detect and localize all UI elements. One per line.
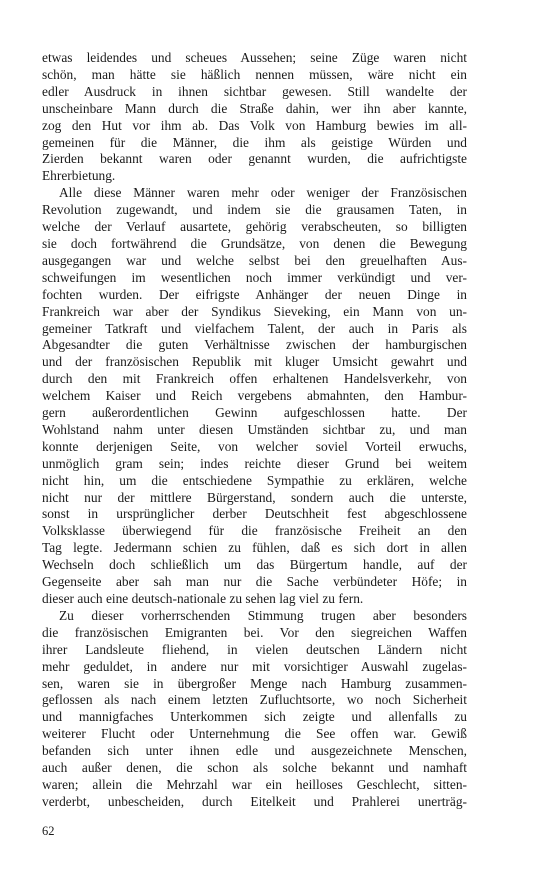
text-line: Alle diese Männer waren mehr oder weniger der Französischen <box>59 185 467 201</box>
text-line: sonst in ursprünglicher derber Deutschheit fest abgeschlossene <box>42 506 467 522</box>
text-line: edler Ausdruck in ihnen sichtbar gewesen. Still wandelte der <box>42 83 467 99</box>
text-line: Gegenseite aber sah man nur die Sache verbündeter Höfe; in <box>42 574 467 590</box>
text-line: nicht hin, um die entschiedene Sympathie zu erklären, welche <box>42 472 467 488</box>
text-line: schön, man hätte sie häßlich nennen müssen, wäre nicht ein <box>42 66 467 82</box>
text-line: Revolution zugewandt, und indem sie die grausamen Taten, in <box>42 202 467 218</box>
text-line: Abgesandter die guten Verhältnisse zwischen der hamburgischen <box>42 337 467 353</box>
paragraph <box>42 50 467 185</box>
text-line: Wechseln doch schließlich um das Bürgertum handle, auf der <box>42 557 467 573</box>
text-line: welche der Verlauf ausartete, gehörig verabscheuten, so billigten <box>42 219 467 235</box>
text-line: waren; allein die Mehrzahl war ein heilloses Geschlecht, sitten- <box>42 776 467 792</box>
text-line: unmöglich gram sein; indes reichte dieser Grund bei weitem <box>42 455 467 471</box>
text-line: welchem Kaiser und Reich vergebens abmahnten, den Hambur- <box>42 388 467 404</box>
text-line: gemeiner Tatkraft und vielfachem Talent, der auch in Paris als <box>42 320 467 336</box>
paragraph <box>42 185 467 608</box>
text-line: unscheinbare Mann durch die Straße dahin, wer ihn aber kannte, <box>42 100 467 116</box>
text-line: geflossen als nach einem letzten Zufluchtsorte, wo noch Sicherheit <box>42 692 467 708</box>
text-line: nicht nur der mittlere Bürgerstand, sondern auch die unterste, <box>42 489 467 505</box>
text-line: durch den mit Frankreich offen erhaltenen Handelsverkehr, von <box>42 371 467 387</box>
text-line: die französischen Emigranten bei. Vor den siegreichen Waffen <box>42 624 467 640</box>
text-line: konnte derjenigen Seite, von welcher soviel Vorteil erwuchs, <box>42 438 467 454</box>
text-line: und der französischen Republik mit kluger Umsicht gewahrt und <box>42 354 467 370</box>
text-line: ausgegangen war und welche selbst bei den greuelhaften Aus- <box>42 252 467 268</box>
text-line: Ehrerbietung. <box>42 168 116 184</box>
text-line: befanden sich unter ihnen edle und ausgezeichnete Menschen, <box>42 743 467 759</box>
page-body <box>42 50 467 811</box>
text-line: weiterer Flucht oder Unternehmung die See offen war. Gewiß <box>42 726 467 742</box>
page-number: 62 <box>42 824 55 838</box>
text-line: mehr geduldet, in andere nur mit vorsichtiger Auswahl zugelas- <box>42 658 467 674</box>
text-line: gern außerordentlichen Gewinn aufgeschlossen hatte. Der <box>42 405 467 421</box>
text-line: fochten wurden. Der eifrigste Anhänger der neuen Dinge in <box>42 286 467 302</box>
text-line: Tag legte. Jedermann schien zu fühlen, daß es sich dort in allen <box>42 540 467 556</box>
text-line: sen, waren sie in übergroßer Menge nach Hamburg zusammen- <box>42 675 467 691</box>
text-line: schweifungen im wesentlichen noch immer verkündigt und ver- <box>42 269 467 285</box>
text-line: Wohlstand nahm unter diesen Umständen sichtbar zu, und man <box>42 421 467 437</box>
text-line: Frankreich war aber der Syndikus Sieveking, ein Mann von un- <box>42 303 467 319</box>
text-line: auch außer denen, die schon als solche bekannt und namhaft <box>42 760 467 776</box>
text-line: und mannigfaches Unterkommen sich zeigte und allenfalls zu <box>42 709 467 725</box>
text-line: verderbt, unbescheiden, durch Eitelkeit und Prahlerei unerträg- <box>42 793 467 809</box>
text-line: dieser auch eine deutsch-nationale zu sehen lag viel zu fern. <box>42 591 364 606</box>
text-line: sie doch fortwährend die Grundsätze, von denen die Bewegung <box>42 235 467 251</box>
text-line: Zierden bekannt waren oder genannt wurden, die aufrichtigste <box>42 151 467 167</box>
text-line: Volksklasse überwiegend für die französische Freiheit an den <box>42 523 467 539</box>
text-line: gemeinen für die Männer, die ihm als geistige Würden und <box>42 134 467 150</box>
text-line: ihrer Landsleute fliehend, in vielen deutschen Ländern nicht <box>42 641 467 657</box>
text-line: Zu dieser vorherrschenden Stimmung trugen aber besonders <box>59 607 467 623</box>
paragraph <box>42 608 467 811</box>
text-line: etwas leidendes und scheues Aussehen; seine Züge waren nicht <box>42 50 467 65</box>
text-line: zog den Hut vor ihm ab. Das Volk von Hamburg bewies im all- <box>42 117 467 133</box>
